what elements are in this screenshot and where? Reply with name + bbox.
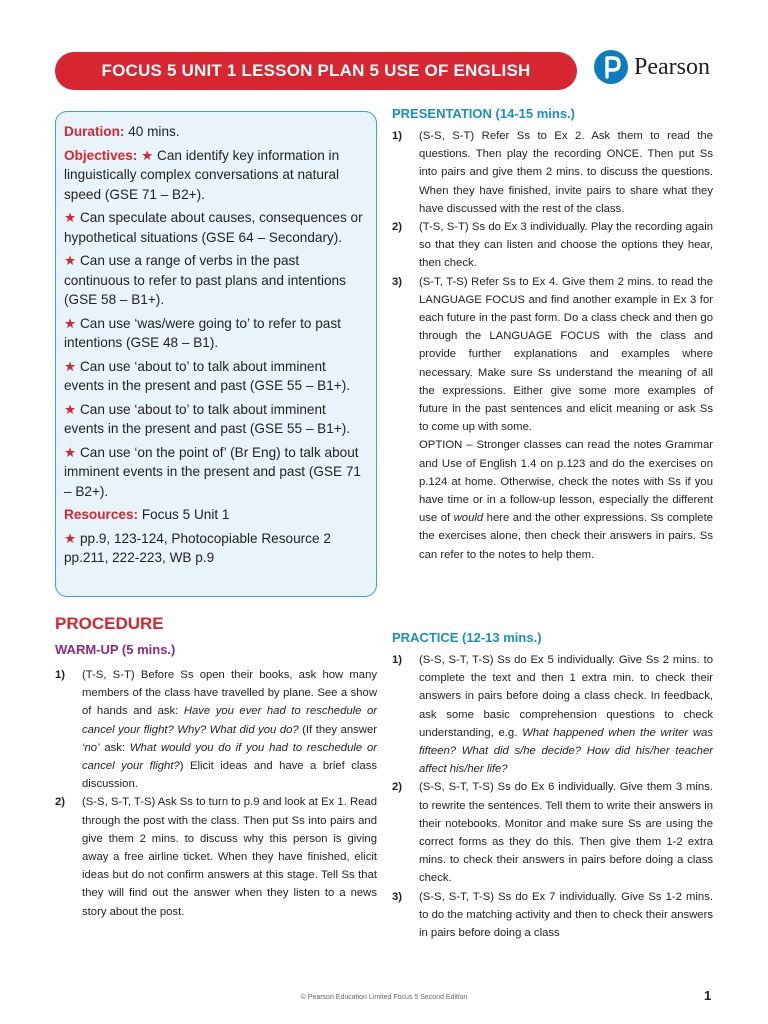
italic-text: What would you do if you had to reschedule or cancel your flight? xyxy=(82,741,377,773)
objective-item xyxy=(64,443,368,502)
item-number: 1) xyxy=(392,130,403,142)
list-item xyxy=(392,888,713,943)
body-text: (S-S, S-T, T-S) Ask Ss to turn to p.9 and look at Ex 1. Read through the post with the class. Then put Ss into pairs and give them 2 mins. to discuss why this person is giving away a free airline ticket. When they have finished, elicit ideas but do not confirm answers at this stage. Tell Ss that they will find out the answer when they listen to a news story about the post. xyxy=(82,796,377,918)
star-icon: ★ xyxy=(64,253,77,268)
italic-text: What happened when the writer was fifteen? What did s/he decide? How did his/her teacher affect his/her life? xyxy=(419,726,713,776)
body-text: ask: xyxy=(99,741,130,754)
objective-text: Can use ‘was/were going to’ to refer to past intentions (GSE 48 – B1). xyxy=(64,315,341,350)
item-number: 3) xyxy=(392,890,403,903)
resources-line xyxy=(64,505,368,525)
item-number: 3) xyxy=(392,275,403,288)
objective-text: Can use ‘about to’ to talk about imminent events in the present and past (GSE 55 – B1+). xyxy=(64,401,351,436)
list-item xyxy=(55,666,377,793)
duration-label: Duration: xyxy=(64,124,125,139)
star-icon: ★ xyxy=(64,315,77,331)
footer-copyright: © Pearson Education Limited Focus 5 Second Edition xyxy=(300,994,468,1001)
objective-item xyxy=(64,400,368,439)
logo-text: Pearson xyxy=(634,53,710,80)
star-icon: ★ xyxy=(64,444,77,460)
objective-item xyxy=(64,251,368,310)
resources-label: Resources: xyxy=(64,507,139,522)
objective-text: Can speculate about causes, consequences or hypothetical situations (GSE 64 – Secondary). xyxy=(64,210,363,245)
list-item xyxy=(55,793,377,920)
item-number: 1) xyxy=(55,669,66,681)
lesson-info-box xyxy=(55,111,377,597)
pearson-logo xyxy=(594,50,710,84)
italic-text: would xyxy=(453,512,484,525)
objective-item xyxy=(64,146,368,205)
objective-item xyxy=(64,357,368,396)
practice-heading: PRACTICE (12-13 mins.) xyxy=(392,630,542,645)
resources-item xyxy=(64,529,368,568)
body-text: OPTION – Stronger classes can read the notes Grammar and Use of English 1.4 on p.123 and do the exercises on p.124 at home. Otherwise, check the notes with Ss if you have time or in a follow-up lesson, especially the different use of xyxy=(419,439,713,525)
star-icon: ★ xyxy=(64,401,77,417)
body-text: ) Elicit ideas and have a brief class discussion. xyxy=(82,760,378,791)
duration-line xyxy=(64,122,368,142)
list-item xyxy=(392,218,713,273)
list-item xyxy=(392,651,713,778)
list-item xyxy=(392,127,713,218)
italic-text: ‘no’ xyxy=(82,741,100,754)
objective-item xyxy=(64,208,368,247)
item-number: 2) xyxy=(392,781,403,794)
resources-value: Focus 5 Unit 1 xyxy=(138,507,230,522)
item-number: 2) xyxy=(392,221,403,234)
list-item xyxy=(392,273,713,437)
lesson-title-banner xyxy=(55,52,577,90)
body-text: (T-S, S-T) Ss do Ex 3 individually. Play the recording again so that they can listen and choose the options they hear, then check. xyxy=(419,221,713,270)
duration-value: 40 mins. xyxy=(124,124,180,139)
pearson-p-icon xyxy=(594,50,628,84)
warmup-list xyxy=(55,666,377,921)
body-text: (S-S, S-T, T-S) Ss do Ex 7 individually. Give Ss 1-2 mins. to do the matching activity and then to check their answers in pairs before doing a class xyxy=(419,890,713,940)
body-text: (S-S, S-T, T-S) Ss do Ex 6 individually. Give them 3 mins. to rewrite the sentences. Tell them to write their answers in their notebooks. Monitor and make sure Ss are using the correct forms as they do this. Then give them 1-2 extra mins. to check their answers in pairs before doing a class check. xyxy=(419,781,713,885)
objective-text: Can use ‘about to’ to talk about imminent events in the present and past (GSE 55 – B1+). xyxy=(64,358,351,393)
page-number: 1 xyxy=(704,988,712,1003)
body-text: (S-S, S-T, T-S) Ss do Ex 5 individually. Give Ss 2 mins. to complete the text and then 1 extra min. to check their answers in pairs before doing a class check. In feedback, ask some basic comprehension questions to check understanding, e.g. xyxy=(419,654,713,739)
practice-list xyxy=(392,651,713,942)
page-title: FOCUS 5 UNIT 1 LESSON PLAN 5 USE OF ENGLISH xyxy=(101,61,531,80)
star-icon: ★ xyxy=(64,530,77,546)
presentation-list xyxy=(392,127,713,564)
warmup-heading: WARM-UP (5 mins.) xyxy=(55,642,176,657)
objectives-label: Objectives: xyxy=(64,147,138,163)
body-text: (If they answer xyxy=(298,723,377,736)
star-icon: ★ xyxy=(141,147,154,163)
item-number: 1) xyxy=(392,654,403,666)
objective-item xyxy=(64,314,368,353)
list-item xyxy=(392,778,713,887)
option-note xyxy=(392,436,713,563)
objective-text: Can use a range of verbs in the past continuous to refer to past plans and intentions (GSE 58 – B1+). xyxy=(64,253,346,307)
body-text: here and the other expressions. Ss complete the exercises alone, then check their answers in pairs. Ss can refer to the notes to help them. xyxy=(419,512,713,561)
objective-text: Can identify key information in linguistically complex conversations at natural speed (GSE 71 – B2+). xyxy=(64,147,340,202)
body-text: (T-S, S-T) Before Ss open their books, ask how many members of the class have travelled by plane. See a show of hands and ask: xyxy=(82,669,377,718)
body-text: (S-T, T-S) Refer Ss to Ex 4. Give them 2 mins. to read the LANGUAGE FOCUS and find another example in Ex 3 for each future in the past form. Do a class check and then go through the LANGUAGE FOCUS with the class and provide further explanations and examples where necessary. Make sure Ss understand the meaning of all the expressions. Either give some more examples of future in the past sentences and elicit meaning or ask Ss to come up with some. xyxy=(419,275,713,434)
italic-text: Have you ever had to reschedule or cancel your flight? Why? What did you do? xyxy=(82,705,377,736)
star-icon: ★ xyxy=(64,210,77,225)
objective-text: Can use ‘on the point of’ (Br Eng) to talk about imminent events in the present and past (GSE 71 – B2+). xyxy=(64,444,361,499)
star-icon: ★ xyxy=(64,358,77,374)
item-number: 2) xyxy=(55,796,66,809)
procedure-heading: PROCEDURE xyxy=(55,614,164,633)
resources-text: pp.9, 123-124, Photocopiable Resource 2 pp.211, 222-223, WB p.9 xyxy=(64,530,331,565)
body-text: (S-S, S-T) Refer Ss to Ex 2. Ask them to read the questions. Then play the recording ONCE. Then put Ss into pairs and give them 2 mins. to discuss the questions. When they have finished, invite pairs to share what they have discussed with the rest of the class. xyxy=(419,130,713,215)
presentation-heading: PRESENTATION (14-15 mins.) xyxy=(392,106,575,121)
